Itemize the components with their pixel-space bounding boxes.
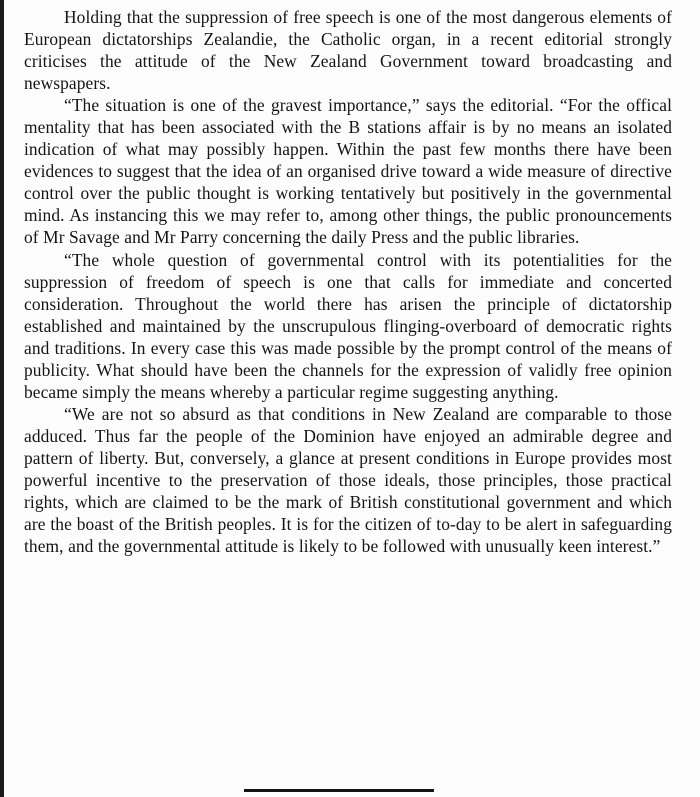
column-edge-line [0,0,4,797]
article-paragraph: Holding that the suppression of free speech is one of the most dangerous elements of European dictatorships Zealandie, the Catholic organ, in a recent editorial strongly criticises the attitude of the New Zealand Government toward broadcasting and newspapers. [24,7,672,94]
article-paragraph: “We are not so absurd as that conditions in New Zealand are comparable to those adduced. Thus far the people of the Dominion have enjoyed an admirable degree and pattern of liberty. But, conversely, a glance at present conditions in Europe provides most powerful incentive to the preservation of those ideals, those principles, those practical rights, which are claimed to be the mark of British constitutional government and which are the boast of the British peoples. It is for the citizen of to-day to be alert in safeguarding them, and the governmental attitude is likely to be followed with unusually keen interest.” [24,403,672,557]
article-body [24,6,672,557]
article-paragraph: “The whole question of governmental control with its potentialities for the suppression of freedom of speech is one that calls for immediate and concerted consideration. Throughout the world there has arisen the principle of dictatorship established and maintained by the unscrupulous flinging-overboard of democratic rights and traditions. In every case this was made possible by the prompt control of the means of publicity. What should have been the channels for the expression of validly free opinion became simply the means whereby a particular regime suggesting anything. [24,249,672,402]
end-of-article-rule [244,789,434,792]
article-paragraph: “The situation is one of the gravest importance,” says the editorial. “For the offical mentality that has been associated with the B stations affair is by no means an isolated indication of what may possibly happen. Within the past few months there have been evidences to suggest that the idea of an organised drive toward a wide measure of directive control over the public thought is working tentatively but positively in the governmental mind. As instancing this we may refer to, among other things, the public pronouncements of Mr Savage and Mr Parry concerning the daily Press and the public libraries. [24,95,672,248]
